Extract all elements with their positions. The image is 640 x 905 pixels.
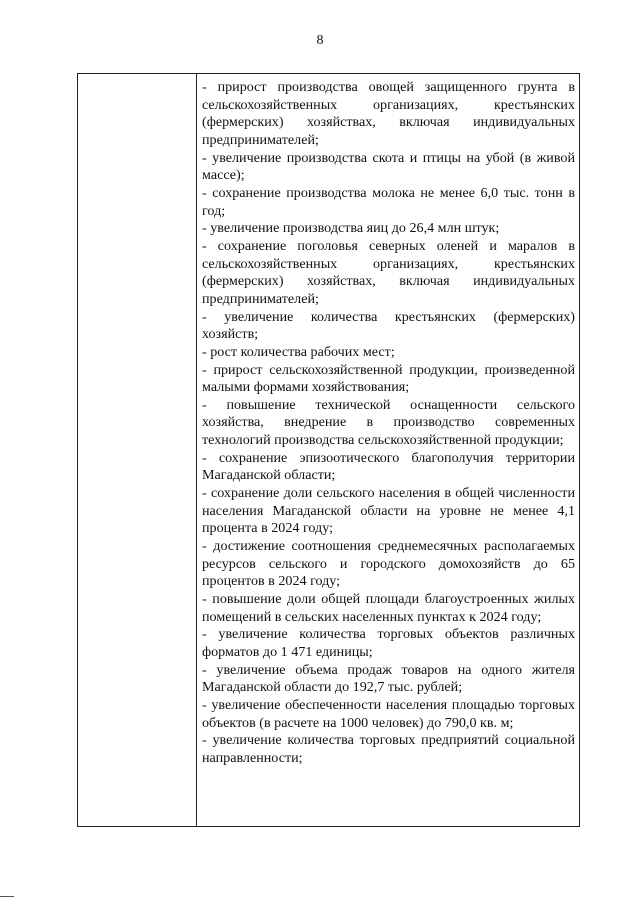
list-item-11: - сохранение доли сельского населения в общей численности населения Магаданской области на уровне не менее 4,1 процента в 2024 году; (202, 485, 575, 537)
list-item-10: - сохранение эпизоотического благополучия территории Магаданской области; (202, 449, 575, 484)
list-item-17: - увеличение количества торговых предприятий социальной направленности; (202, 732, 575, 766)
list-item-1: - прирост производства овощей защищенного грунта в сельскохозяйственных организациях, крестьянских (фермерских) хозяйствах, включая индивидуальных предпринимателей; (202, 79, 575, 148)
list-item-7: - рост количества рабочих мест; (202, 343, 395, 360)
list-item-4: - увеличение производства яиц до 26,4 млн штук; (202, 220, 500, 237)
list-item-9: - повышение технической оснащенности сельского хозяйства, внедрение в производство современных технологий производства сельскохозяйственной продукции; (202, 396, 575, 449)
list-item-5: - сохранение поголовья северных оленей и маралов в сельскохозяйственных организациях, крестьянских (фермерских) хозяйствах, включая индивидуальных предпринимателей; (202, 237, 575, 307)
table-left-cell (78, 74, 197, 826)
list-item-8: - прирост сельскохозяйственной продукции, произведенной малыми формами хозяйствования; (202, 361, 575, 396)
list-item-2: - увеличение производства скота и птицы на убой (в живой массе); (202, 149, 575, 184)
list-item-3: - сохранение производства молока не менее 6,0 тыс. тонн в год; (202, 184, 575, 219)
results-table (77, 73, 580, 827)
list-item-12: - достижение соотношения среднемесячных располагаемых ресурсов сельского и городского домохозяйств до 65 процентов в 2024 году; (202, 538, 575, 590)
table-right-cell (202, 79, 575, 768)
list-item-15: - увеличение объема продаж товаров на одного жителя Магаданской области до 192,7 тыс. рублей; (202, 661, 575, 696)
scan-edge-mark (0, 896, 14, 897)
page-number: 8 (316, 33, 324, 48)
list-item-6: - увеличение количества крестьянских (фермерских) хозяйств; (202, 308, 575, 343)
list-item-16: - увеличение обеспеченности населения площадью торговых объектов (в расчете на 1000 человек) до 790,0 кв. м; (202, 696, 575, 731)
list-item-13: - повышение доли общей площади благоустроенных жилых помещений в сельских населенных пунктах к 2024 году; (202, 591, 575, 625)
list-item-14: - увеличение количества торговых объектов различных форматов до 1 471 единицы; (202, 626, 575, 660)
